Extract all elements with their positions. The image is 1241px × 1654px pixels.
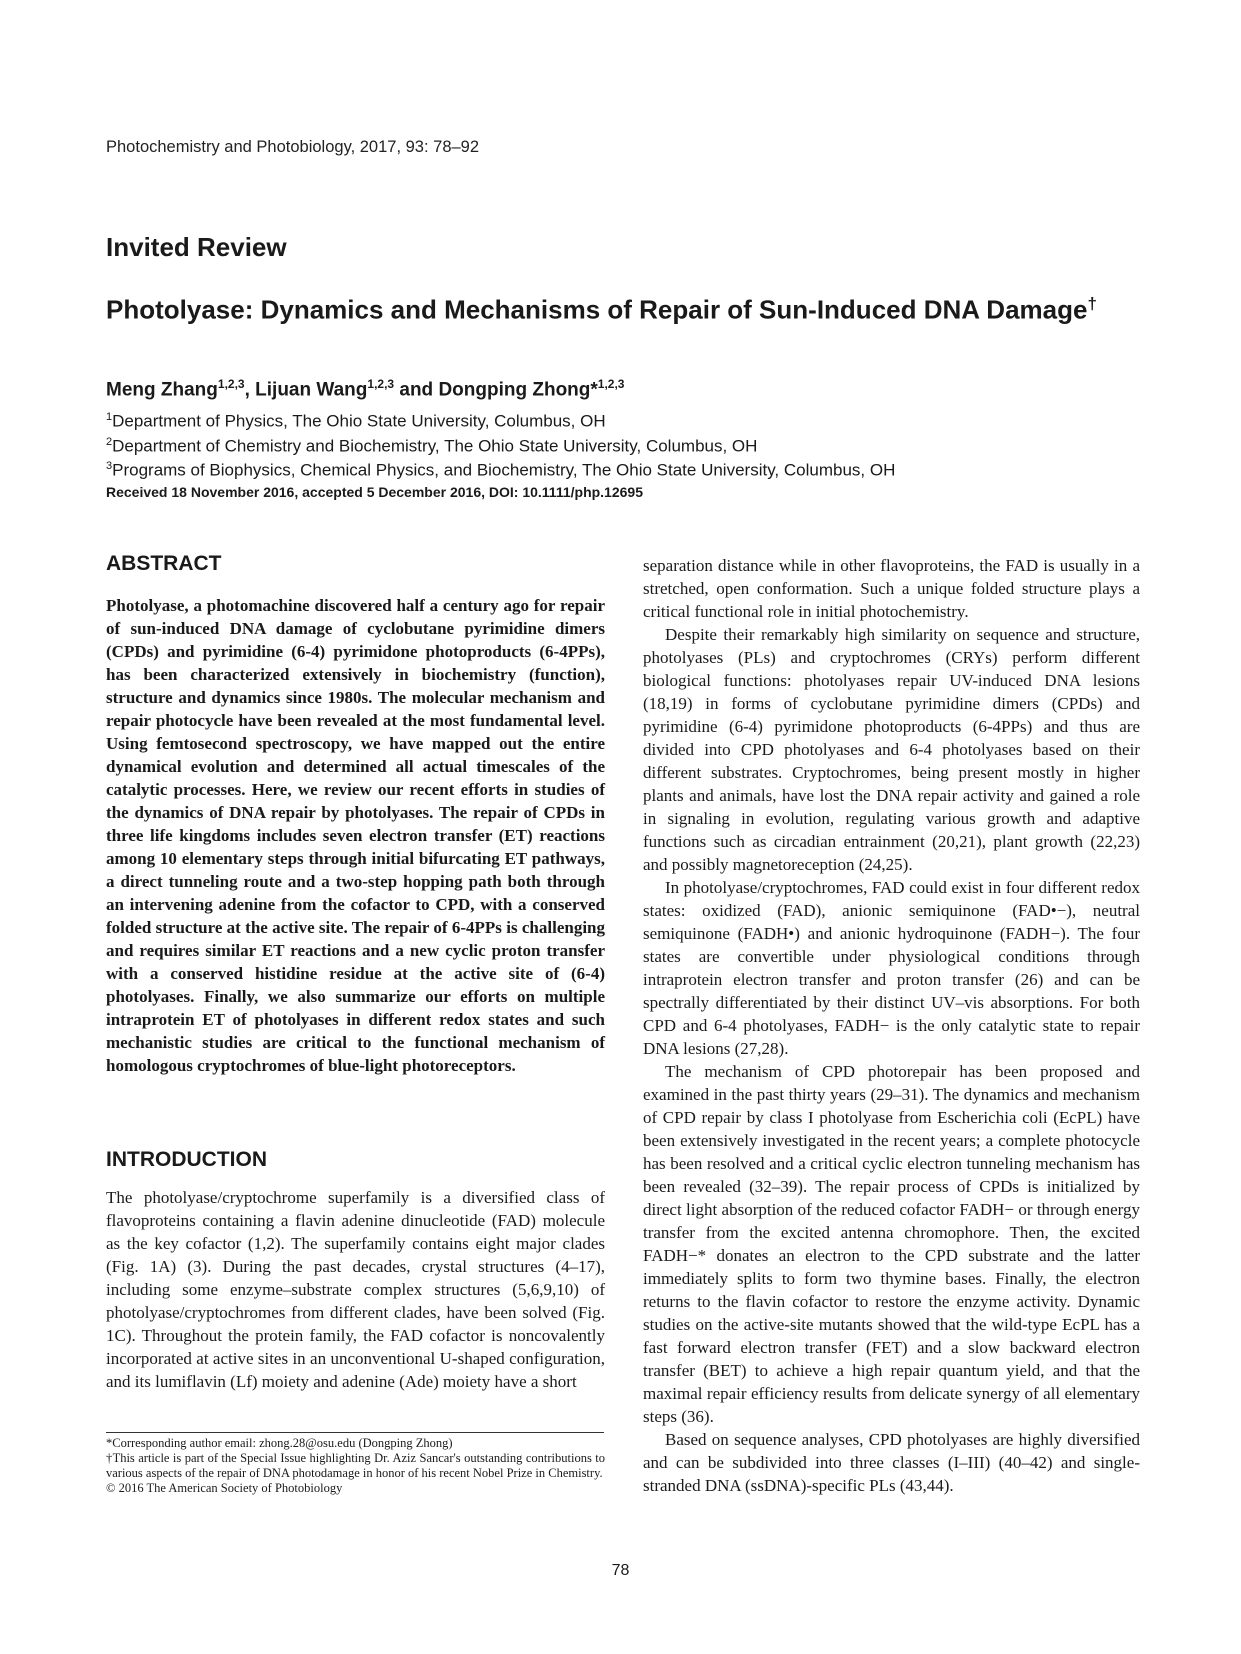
affiliation-text: Programs of Biophysics, Chemical Physics, and Biochemistry, The Ohio State University, Columbus, OH bbox=[112, 460, 896, 480]
author-separator: and bbox=[394, 379, 439, 401]
intro-paragraph-continued: separation distance while in other flavoproteins, the FAD is usually in a stretched, open conformation. Such a unique folded structure plays a critical functional role in initial photochemistry. bbox=[643, 556, 1140, 621]
intro-paragraph: The mechanism of CPD photorepair has been proposed and examined in the past thirty years (29–31). The dynamics and mechanism of CPD repair by class I photolyase from Escherichia coli (EcPL) have been extensively investigated in the recent years; a complete photocycle has been resolved and a critical cyclic electron tunneling mechanism has been revealed (32–39). The repair process of CPDs is initialized by direct light absorption of the reduced cofactor FADH− or through energy transfer from the excited antenna chromophore. Then, the excited FADH−* donates an electron to the CPD substrate and the latter immediately splits to form two thymine bases. Finally, the electron returns to the flavin cofactor to restore the enzyme activity. Dynamic studies on the active-site mutants showed that the wild-type EcPL has a fast forward electron transfer (FET) and a slow backward electron transfer (BET) to achieve a high repair quantum yield, and that the maximal repair efficiency results from delicate synergy of all elementary steps (36). bbox=[643, 1062, 1140, 1426]
article-type: Invited Review bbox=[106, 232, 287, 262]
intro-paragraph: In photolyase/cryptochromes, FAD could exist in four different redox states: oxidized (FAD), anionic semiquinone (FAD•−), neutral semiquinone (FADH•) and anionic hydroquinone (FADH−). The four states are convertible under physiological conditions through intraprotein electron transfer and proton transfer (26) and can be spectrally differentiated by their distinct UV–vis absorptions. For both CPD and 6-4 photolyases, FADH− is the only catalytic state to repair DNA lesions (27,28). bbox=[643, 878, 1140, 1058]
right-column bbox=[643, 554, 1140, 1497]
copyright-note: © 2016 The American Society of Photobiology bbox=[106, 1481, 343, 1495]
abstract-heading: ABSTRACT bbox=[106, 552, 222, 575]
author-affil-sup: 1,2,3 bbox=[597, 377, 625, 391]
intro-paragraph: Despite their remarkably high similarity on sequence and structure, photolyases (PLs) and cryptochromes (CRYs) perform different biological functions: photolyases repair UV-induced DNA lesions (18,19) in forms of cyclobutane pyrimidine dimers (CPDs) and pyrimidine (6-4) pyrimidone photoproducts (6-4PPs) and thus are divided into CPD photolyases and 6-4 photolyases based on their different substrates. Cryptochromes, being present mostly in higher plants and animals, have lost the DNA repair activity and gained a role in signaling in evolution, regulating various growth and adaptive functions such as circadian entrainment (20,21), plant growth (22,23) and possibly magnetoreception (24,25). bbox=[643, 625, 1140, 874]
special-issue-note: †This article is part of the Special Issue highlighting Dr. Aziz Sancar's outstanding contributions to various aspects of the repair of DNA photodamage in honor of his recent Nobel Prize in Chemistry. bbox=[106, 1451, 605, 1480]
intro-paragraph: Based on sequence analyses, CPD photolyases are highly diversified and can be subdivided into three classes (I–III) (40–42) and single-stranded DNA (ssDNA)-specific PLs (43,44). bbox=[643, 1430, 1140, 1495]
footnotes bbox=[106, 1436, 605, 1496]
journal-citation: Photochemistry and Photobiology, 2017, 93: 78–92 bbox=[106, 138, 480, 156]
affiliations bbox=[106, 407, 895, 481]
received-dates-doi: Received 18 November 2016, accepted 5 December 2016, DOI: 10.1111/php.12695 bbox=[106, 484, 643, 500]
intro-paragraph: The photolyase/cryptochrome superfamily is a diversified class of flavoproteins containing a flavin adenine dinucleotide (FAD) molecule as the key cofactor (1,2). The superfamily contains eight major clades (Fig. 1A) (3). During the past decades, crystal structures (4–17), including some enzyme–substrate complex structures (5,6,9,10) of photolyase/cryptochromes from different clades, have been solved (Fig. 1C). Throughout the protein family, the FAD cofactor is noncovalently incorporated at active sites in an unconventional U-shaped configuration, and its lumiflavin (Lf) moiety and adenine (Ade) moiety have a short bbox=[106, 1188, 605, 1391]
author-separator: , bbox=[244, 379, 256, 401]
article-title-text: Photolyase: Dynamics and Mechanisms of Repair of Sun-Induced DNA Damage bbox=[106, 294, 1088, 325]
corresponding-author-note: *Corresponding author email: zhong.28@osu.edu (Dongping Zhong) bbox=[106, 1436, 453, 1450]
page-number: 78 bbox=[611, 1562, 630, 1579]
author-affil-sup: 1,2,3 bbox=[367, 377, 395, 391]
affiliation-item bbox=[106, 407, 895, 432]
author-name: Dongping Zhong* bbox=[438, 379, 598, 401]
footnote-divider bbox=[106, 1432, 604, 1433]
abstract-text: Photolyase, a photomachine discovered half a century ago for repair of sun-induced DNA damage of cyclobutane pyrimidine dimers (CPDs) and pyrimidine (6-4) pyrimidone photoproducts (6-4PPs), has been characterized extensively in biochemistry (function), structure and dynamics since 1980s. The molecular mechanism and repair photocycle have been revealed at the most fundamental level. Using femtosecond spectroscopy, we have mapped out the entire dynamical evolution and determined all actual timescales of the catalytic processes. Here, we review our recent efforts in studies of the dynamics of DNA repair by photolyases. The repair of CPDs in three life kingdoms includes seven electron transfer (ET) reactions among 10 elementary steps through initial bifurcating ET pathways, a direct tunneling route and a two-step hopping path both through an intervening adenine from the cofactor to CPD, with a conserved folded structure at the active site. The repair of 6-4PPs is challenging and requires similar ET reactions and a new cyclic proton transfer with a conserved histidine residue at the active site of (6-4) photolyases. Finally, we also summarize our efforts on multiple intraprotein ET of photolyases in different redox states and such mechanistic studies are critical to the functional mechanism of homologous cryptochromes of blue-light photoreceptors. bbox=[106, 596, 605, 1075]
affiliation-text: Department of Physics, The Ohio State University, Columbus, OH bbox=[112, 411, 606, 431]
affiliation-number: 1 bbox=[106, 411, 113, 423]
affiliation-item bbox=[106, 432, 895, 457]
author-affil-sup: 1,2,3 bbox=[217, 377, 245, 391]
article-title bbox=[106, 287, 1126, 327]
author-list bbox=[106, 377, 624, 401]
title-dagger-mark: † bbox=[1087, 294, 1097, 313]
author-name: Meng Zhang bbox=[106, 379, 218, 401]
affiliation-number: 2 bbox=[106, 435, 113, 448]
introduction-heading: INTRODUCTION bbox=[106, 1148, 267, 1171]
author-name: Lijuan Wang bbox=[255, 379, 368, 401]
affiliation-item bbox=[106, 456, 895, 481]
affiliation-text: Department of Chemistry and Biochemistry, The Ohio State University, Columbus, OH bbox=[112, 436, 758, 456]
affiliation-number: 3 bbox=[106, 460, 113, 473]
